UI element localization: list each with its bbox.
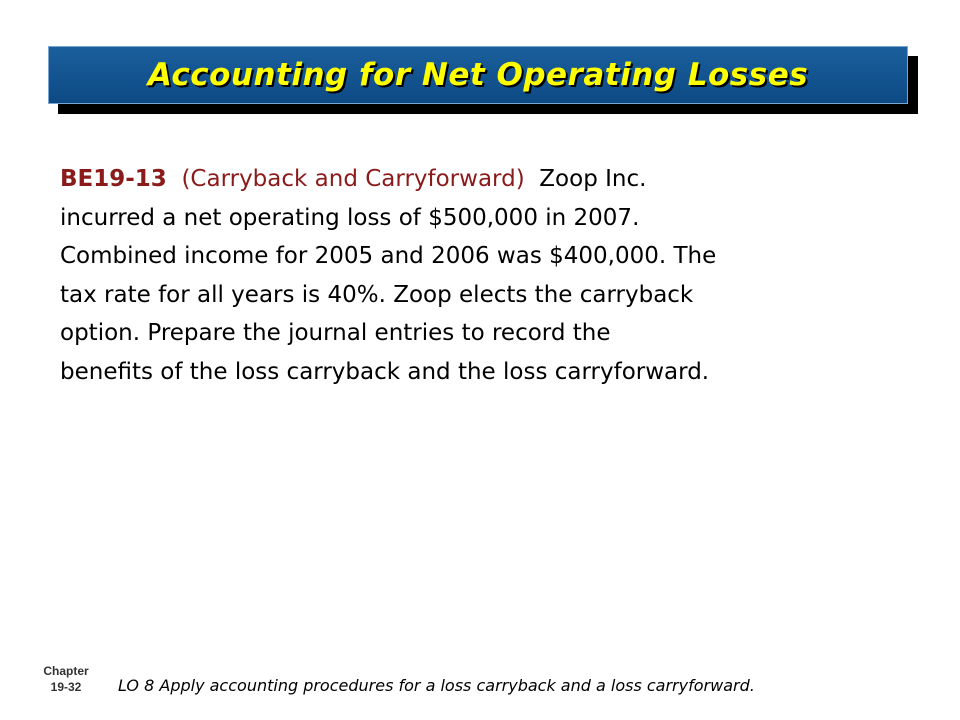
chapter-page-label [30, 663, 102, 695]
problem-label: (Carryback and Carryforward) [181, 166, 525, 192]
page-number: 19-32 [50, 680, 82, 694]
problem-text-line: incurred a net operating loss of $500,000 in 2007. [60, 204, 640, 231]
problem-text-line: Zoop Inc. [539, 166, 647, 192]
slide-title: Accounting for Net Operating Losses [147, 57, 809, 93]
problem-text-line: Combined income for 2005 and 2006 was $400,000. The [60, 243, 717, 270]
problem-line-1 [60, 160, 940, 199]
problem-text-line: tax rate for all years is 40%. Zoop elects the carryback [60, 281, 694, 308]
problem-text [60, 160, 940, 392]
chapter-word: Chapter [43, 664, 89, 678]
problem-text-line: option. Prepare the journal entries to record the [60, 320, 611, 347]
problem-text-line: benefits of the loss carryback and the loss carryforward. [60, 358, 710, 385]
problem-id: BE19-13 [60, 166, 167, 192]
title-banner [48, 46, 908, 104]
learning-objective: LO 8 Apply accounting procedures for a loss carryback and a loss carryforward. [118, 676, 755, 695]
